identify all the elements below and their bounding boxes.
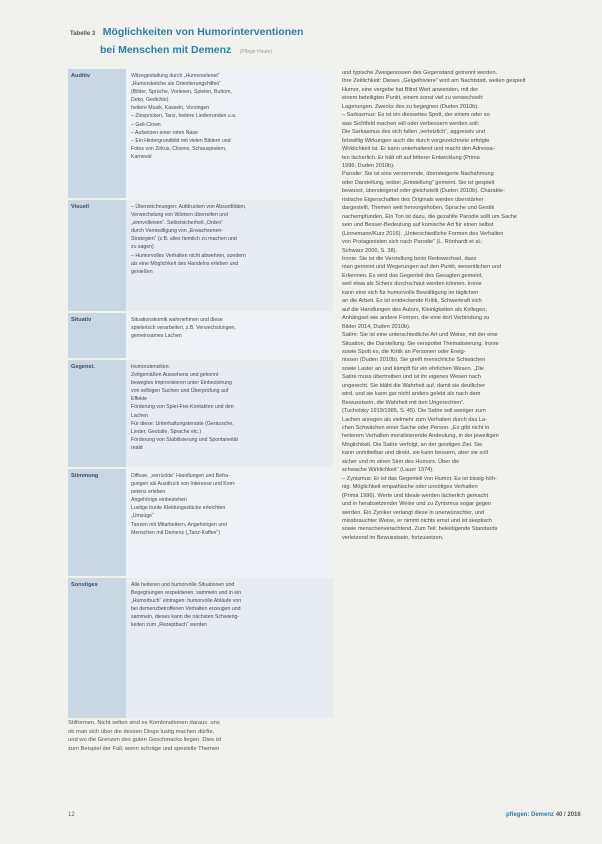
table-cell-line: Tanzen mit Mitarbeitern, Angehörigen und	[131, 521, 228, 528]
right-column-line: (Linnemann/Kurz 2016). „Unterschiedliche Formen des Verhalten	[342, 230, 504, 237]
right-column-line: und in herabsetzender Weise und zu Zynismus sogar gegen	[342, 501, 492, 508]
right-column-line: Lachen anregen als vielmehr zum Verhalten durch das La-	[342, 416, 487, 423]
table-cell-line: petenz erleben	[131, 489, 166, 496]
right-column-line: von Protagonisten sich nach Parodie“ (L. Rönhardt et al.:	[342, 239, 483, 246]
table-cell-line: – Aufsetzen einer roten Nase	[131, 129, 198, 136]
right-column-line: bewusst, übersteigend oder gleichstellt (Duden 2010b). Charakte-	[342, 188, 505, 195]
table-cell-line: Lachen	[131, 412, 149, 419]
humor-intervention-table	[68, 69, 333, 718]
brand-name: pflegen: Demenz	[506, 812, 555, 818]
table-cell-line: von selbigen Sachen und Überprüfung auf	[131, 388, 229, 395]
table-row-category: Gegenst.	[68, 360, 126, 467]
right-column-line: verletzend im Bewusstsein, fortzusetzen.	[342, 534, 444, 541]
right-column-line: man gemeint und Wegerungen auf den Punkt, wesentlichen und	[342, 264, 502, 271]
table-cell-line: Zeitgemäßen Aussehens und gekonnt	[131, 372, 219, 379]
right-column-line: Schwarz 2000, S. 38).	[342, 247, 398, 254]
right-column-line: oder Darstellung, wobei „Entstellung“ gemeint. Sie ist gespielt	[342, 179, 495, 186]
right-column-line: – Zynismus: Er ist das Gegenteil von Humor. Es ist bissig-höh-	[342, 475, 497, 482]
table-cell-line: – Überzeichnungen: Aufdrucken von Absurditäten,	[131, 204, 247, 210]
right-column-line: – Sarkasmus: Es ist ein diesseites Spott, der einem oder so	[342, 112, 490, 119]
right-column-line: Wirklichkeit ist. Er kann unterhaltend und macht den Adressa-	[342, 146, 495, 153]
table-cell-line: heitere Musik, Kasseln, Vorsingen	[131, 105, 210, 112]
right-column-line: sowie Laster an und kämpft für ein ehrlichen Wesen. „Die	[342, 365, 484, 372]
right-column-line: chen Schwächen einer Sache oder Person. „Es gibt nicht in	[342, 425, 490, 432]
table-row	[68, 469, 333, 576]
right-column-line: einem beteiligten Punkt, einem sonst viel zu verwechselt:	[342, 95, 484, 102]
table-cell-line: Lieder, Gestalte, Sprache etc.)	[131, 428, 202, 435]
right-column-text	[342, 69, 574, 542]
issue-number: 40 / 2016	[555, 812, 581, 818]
right-column-line: kann unmittelbar und direkt, sie kann bessern, aber sie soll	[342, 450, 488, 457]
table-row	[68, 313, 333, 358]
table-cell-line: Verwechslung von Wörtern überreifen und	[131, 212, 228, 219]
right-column-line: Bilder 2014, Duden 2010b).	[342, 323, 411, 330]
table-row-category: Sonstiges	[68, 578, 126, 718]
table-cell-line: Angehörige einbeziehen	[131, 497, 187, 504]
right-column-line: Anhängsel wie andere Formen, die eine dort Verbindung zu	[342, 315, 490, 322]
table-source: (Pflege Heute)	[239, 49, 272, 55]
table-row-content	[126, 360, 333, 467]
table-cell-line: bewegtes Improvisieren unter Einbeziehung	[131, 380, 232, 387]
bottom-left-text	[68, 719, 333, 753]
table-cell-line: Für diese: Unterhaltungsteraste (Geräusche,	[131, 420, 234, 427]
table-row	[68, 360, 333, 467]
right-column-line: Bewusstsein, die Wahrheit mit den Ungerechten“.	[342, 399, 465, 406]
table-row	[68, 200, 333, 311]
right-column-line: heiterem Verhalten moralisierende Andeutung, in der jeweiligen	[342, 433, 499, 440]
right-column-line: und typische Zweigenossen des Gegenstand getrennt werden.	[342, 70, 498, 76]
right-column-line: auf die Handlungen des Autors, Kleinigkeiten als Kollegen,	[342, 306, 487, 313]
right-column-line: Möglichkeit. Die Satire verfolgt, an der geistigen Ziel. Sie	[342, 441, 483, 448]
page-number: 12	[68, 812, 75, 818]
table-row-category: Visuell	[68, 200, 126, 311]
table-cell-line: Karneval	[131, 153, 152, 160]
right-column-line: sowie menschenverachtend. Zum Teil: beleidigende Standards	[342, 526, 498, 533]
right-column-line: ristische Eigenschaften des Originals werden überstärker	[342, 196, 484, 203]
right-column-line: missbrauchter Weise, er nimmt nichts ernst und ist skeptisch	[342, 518, 493, 525]
table-cell-line: Fotos von Zirkus, Clowns, Schauspielern,	[131, 145, 227, 152]
table-cell-line: Diffuse, „verrückte“ Handlungen und Befra-	[131, 473, 230, 479]
table-cell-line: – Zinspricken, Tanz, heitere Liederrunden u.a.	[131, 113, 237, 120]
table-title-line1: Möglichkeiten von Humorinterventionen	[102, 26, 304, 38]
right-column-line: was Sichtfeld machen will oder verbessern werden soll:	[342, 120, 480, 127]
table-cell-line: als eine Möglichkeit des Handelns erleben und	[131, 260, 239, 267]
table-title-line2: bei Menschen mit Demenz	[100, 44, 232, 56]
table-cell-line: sammeln, dieses kann die nächsten Schwierig-	[131, 614, 240, 621]
table-row-content	[126, 578, 333, 718]
table-cell-line: Situationskomik wahrnehmen und diese	[131, 317, 223, 323]
right-column-line: dargestellt, Themen weit hervorgehoben, Sprache und Gestik	[342, 205, 495, 212]
right-column-line: Ihre Zeitlichkeit: Dieses „Gelgelhiviere“ wird am Nachtstatt, weilen gespielt	[342, 78, 526, 85]
table-cell-line: Förderung von Spiel-Frei-Kontakten und den	[131, 404, 234, 411]
right-column-line: Parodie: Sie ist eine verzerrende, übersteigerte Nachahmung	[342, 171, 494, 178]
table-cell-line: Deko, Gedichte)	[131, 97, 169, 104]
table-row	[68, 69, 333, 198]
right-column-line: sowie Spott es, die Kritik an Personen oder Ereig-	[342, 348, 466, 355]
table-cell-line: reald	[131, 444, 143, 451]
right-column-line: Die Sarkasmus des sich fallen „verletzlich“, aggressiv und	[342, 129, 486, 136]
right-column-line: wird, und sie kann gar nicht anders gelebt als nach dem	[342, 391, 481, 398]
right-column-line: böswillig Wirkungen auch die durch vorgezeichnete erfolgte	[342, 137, 490, 144]
right-column-line: werden. Ein Zyniker verlangt diese in unerwünschter, und	[342, 509, 485, 516]
right-column-line: Erkennen. Es wird das Gegenteil des Gesagten gemeint,	[342, 272, 483, 279]
table-cell-line: Alle heiteren und humorvolle Situationen und	[131, 582, 235, 588]
right-column-line: (Tucholsky 1919/1985, S. 45). Die Satire soll weniger zum	[342, 408, 486, 415]
right-column-line: Situation, die Darstellung. Sie verspottet Thematisierung. Ironie	[342, 340, 499, 347]
table-cell-line: bei demenzbetroffenen Verhalten erzeugen und	[131, 606, 241, 613]
table-row-category: Auditiv	[68, 69, 126, 198]
right-column-line: Ironie: Sie ist die Verstellung beim Redewechsel, dass	[342, 255, 477, 262]
table-row-content	[126, 200, 333, 311]
table-cell-line: Förderung von Stabilisierung und Spontaneität	[131, 436, 238, 443]
right-column-line: 1996; Duden 2010b).	[342, 162, 395, 169]
right-column-line: Satire: Sie ist eine unterschiedliche Art und Weise, mit der eine	[342, 332, 498, 339]
right-column-line: nissen (Duden 2010b). Sie greift menschliche Schwächen	[342, 357, 486, 364]
bottom-left-line: ob man sich über die dessen Dinge lustig machen dürfte,	[68, 728, 215, 735]
table-row-category: Stimmung	[68, 469, 126, 576]
table-cell-line: Humorutensilien:	[131, 364, 170, 370]
table-row-content	[126, 69, 333, 198]
table-cell-line: – Gell-Clown	[131, 121, 161, 128]
table-cell-line: „Humorsketche als Orientierungshilfen“	[131, 81, 221, 88]
bottom-left-line: und wo die Grenzen des guten Geschmacks liegen. Dies ist	[68, 737, 222, 744]
footer-brand	[506, 812, 581, 818]
table-cell-line: Witzegestaltung durch „Humorselenet“	[131, 73, 220, 79]
right-column-line: ungerecht. Sie bläht die Wahrheit auf, damit sie deutlicher	[342, 382, 486, 389]
table-cell-line: „Umzüge“	[131, 513, 154, 520]
right-column-line: weil etwa als Scherz durchschaut werden können. Ironie	[342, 281, 482, 288]
right-column-line: sein und Besser-Bedeutung auf komische Art für einen selbst	[342, 222, 494, 229]
table-cell-line: keiten zum „Rezeptbuch“ werden	[131, 622, 208, 629]
table-cell-line: (Bilder, Sprüche, Vorlesen, Spielen, Buttom,	[131, 89, 232, 96]
table-cell-line: Menschen mit Demenz („Tanz-Kaffee“)	[131, 529, 220, 536]
right-column-line: nachempfunden. Ein Ton ist dazu, die gezahlte Parodie sollt um Sache	[342, 213, 517, 220]
table-cell-line: „sinnvolleisen“. Selbstsicherheit „Orden“	[131, 220, 223, 227]
right-column-line: (Prima 1996). Werte und Ideale werden lächerlich gemacht	[342, 492, 489, 499]
table-cell-line: genießen	[131, 268, 153, 275]
table-cell-line: Strategien“ (z.B. alles Itemlich zu machen und	[131, 236, 237, 243]
table-cell-line: Lustige bunte Kleidungsstücke erleichten	[131, 505, 226, 512]
table-title	[70, 22, 335, 58]
right-column-line: nig. Möglichkeit empathische oder unnötiges Verhalten	[342, 484, 478, 491]
table-cell-line: „Humorbuch“ eintragen: humorvolle Abläufe von	[131, 598, 242, 605]
table-cell-line: gungen als Ausdruck von Interesse und Kom-	[131, 481, 236, 488]
right-column-line: Satire muss übertreiben und ist ihr eigenes Wesen nach	[342, 374, 481, 381]
right-column-line: an die Arbeit. Es ist entdeckende Kritik, Schwerkraft sich	[342, 298, 482, 305]
table-cell-line: – Ein Hintergrundbild mit vielen Bildern und	[131, 137, 231, 144]
table-cell-line: spielerisch verarbeiten, z.B. Verwechslungen,	[131, 325, 236, 332]
table-cell-line: gemeinsames Lachen	[131, 333, 182, 340]
bottom-left-line: zum Beispiel der Fall, wenn schräge und spezielle Themen	[68, 745, 220, 752]
table-row-category: Situativ	[68, 313, 126, 358]
table-cell-line: Effekte	[131, 396, 148, 403]
table-row-content	[126, 469, 333, 576]
table-cell-line: zu sagen)	[131, 244, 154, 251]
bottom-left-line: Stilformen. Nicht selten sind es Kombinationen daraus. uns	[68, 720, 220, 726]
table-cell-line: durch Verniedligung von „Erwachsenen-	[131, 228, 223, 235]
right-column-line: kann eine sich für humorvolle Bewältigung im täglichen	[342, 289, 479, 296]
right-column-line: Humor, eine vergebe hat Blind Wert anwenden, mit der	[342, 86, 479, 93]
table-row	[68, 578, 333, 718]
table-cell-line: Begegnungen respektieren, sammeln und in ein	[131, 590, 242, 597]
right-column-line: ten lächerlich. Er hält oft auf bitterer Entwicklung (Prima	[342, 154, 480, 161]
table-cell-line: – Humorvolles Verhalten nicht abwehren, sondern	[131, 252, 246, 259]
right-column-line: sicher und im einen Sinn des Humors. Über die	[342, 458, 460, 465]
right-column-line: Lagerungen. Zwecks des zu begegnen (Duden 2010b).	[342, 103, 479, 110]
table-row-content	[126, 313, 333, 358]
table-number: Tabelle 3	[70, 31, 96, 37]
right-column-line: schwache Wirklichkeit“ (Lauer 1974).	[342, 467, 434, 474]
